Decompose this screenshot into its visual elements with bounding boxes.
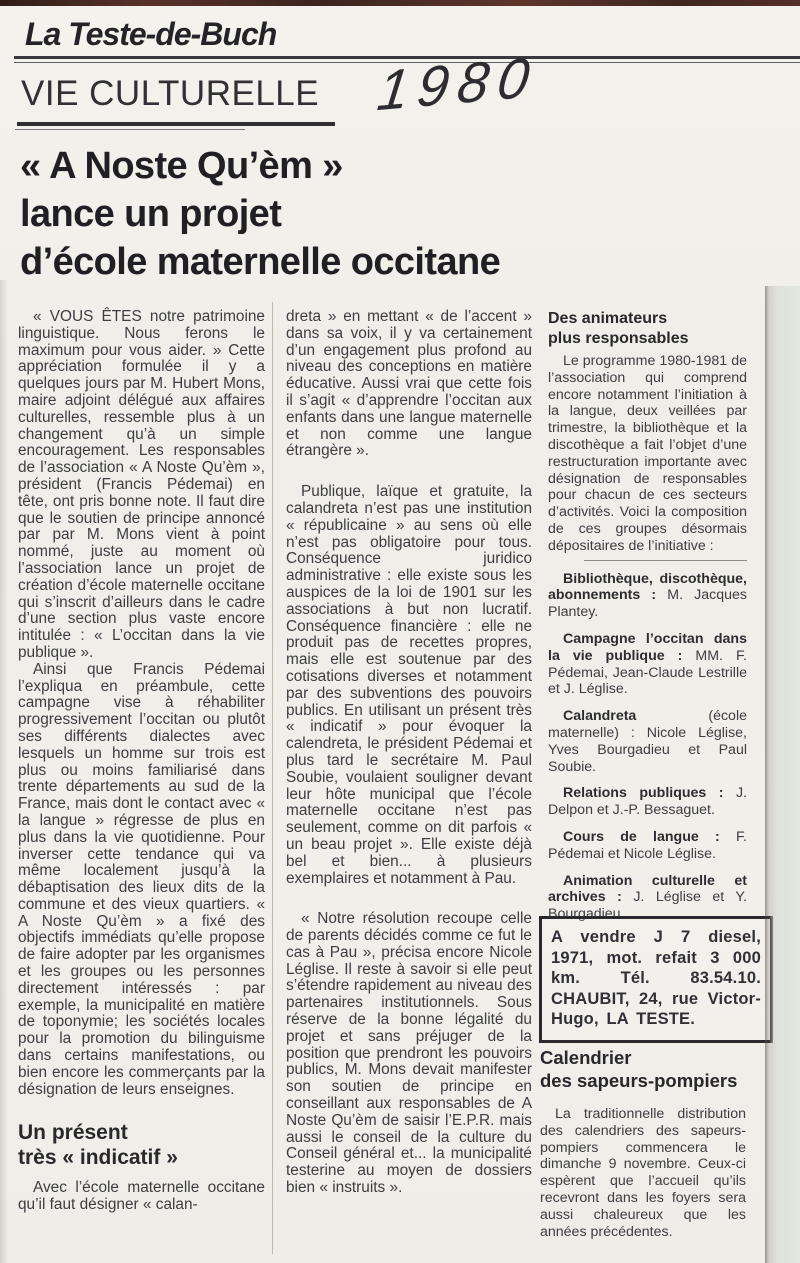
committee-members: MM. F. Pédemai, Jean-Claude Lestrille et J. Léglise. bbox=[548, 647, 747, 698]
subhead-des-animateurs bbox=[548, 309, 747, 349]
headline-line-2: lance un projet bbox=[20, 193, 282, 235]
committee-item-cours-de-langue bbox=[548, 829, 747, 863]
subhead-calendrier-line-2: des sapeurs-pompiers bbox=[540, 1070, 738, 1091]
subhead-des-animateurs-line-2: plus responsables bbox=[548, 330, 689, 347]
rubric-title: VIE CULTURELLE bbox=[21, 74, 320, 113]
subhead-un-present bbox=[18, 1120, 265, 1170]
committee-members: M. Jacques Plantey. bbox=[548, 587, 747, 621]
section-label: La Teste-de-Buch bbox=[25, 16, 277, 52]
article-column-1 bbox=[18, 309, 265, 1214]
scan-right-edge bbox=[765, 286, 800, 1263]
subhead-des-animateurs-line-1: Des animateurs bbox=[548, 310, 668, 327]
committee-item-bibliotheque bbox=[548, 571, 747, 621]
committee-lead: Campagne l’occitan dans la vie publique : bbox=[548, 630, 747, 664]
col2-paragraph-1: dreta » en mettant « de l’accent » dans sa voix, il y va certainement d’un engagement plus profond au niveau des conceptions en matière éducative. Aussi vrai que cette fois il s’agit « d’apprendre l’occitan aux enfants dans une langue maternelle et non comme une langue étrangère ». bbox=[286, 308, 532, 460]
handwritten-year-annotation: 1980 bbox=[374, 44, 542, 123]
headline-line-3: d’école maternelle occitane bbox=[20, 241, 501, 283]
col2-paragraph-2: Publique, laïque et gratuite, la calandreta n’est pas une institution « républicaine » au sens où elle n’est pas obligatoire pour tous. Conséquence juridico administrative : elle existe sous les auspices de la loi de 1901 sur les associations à but non lucratif. Conséquence financière : elle ne produit pas de recettes propres, mais elle est soutenue par des cotisations diverses et notamment par des subventions des pouvoirs publics. En utilisant un présent très « indicatif » pour évoquer la calendreta, le président Pédemai et plus tard le secrétaire M. Paul Soubie, voulaient souligner devant leur hôte municipal que l’école maternelle occitane n’est pas seulement, comme on dit parfois « un beau projet ». Elle existe déjà bel et bien... à plusieurs exemplaires et notamment à Pau. bbox=[286, 483, 532, 887]
column-separator-rule bbox=[272, 302, 273, 1254]
classified-ad-box bbox=[539, 916, 773, 1043]
committee-lead: Animation culturelle et archives : bbox=[548, 872, 747, 906]
col2-paragraph-3: « Notre résolution recoupe celle de parents décidés comme ce fut le cas à Pau », précisa encore Nicole Léglise. Il reste à savoir si elle peut s’étendre rapidement au niveau des partenaires institutionnels. Sous réserve de la bonne légalité du projet et sans préjuger de la position que prendront les pouvoirs publics, M. Mons devait manifester son soutien de principe en conseillant aux responsables de A Noste Qu’èm de saisir l’E.P.R. mais aussi le conseil de la culture du Conseil général et... la municipalité testerine au moyen de dossiers bien « instruits ». bbox=[286, 910, 532, 1197]
scan-top-edge bbox=[0, 0, 800, 6]
committee-lead: Bibliothèque, discothèque, abonnements : bbox=[548, 570, 747, 604]
headline-line-1: « A Noste Qu’èm » bbox=[20, 145, 343, 187]
col1-paragraph-1: « VOUS ÊTES notre patrimoine linguistique. Nous ferons le maximum pour vous aider. » Cette appréciation formulée il y a quelques jours par M. Hubert Mons, maire adjoint délégué aux affaires culturelles, ressemble plus à un changement qu’à un simple encouragement. Les responsables de l’association « A Noste Qu’èm », président (Francis Pédemai) en tête, ont pris bonne note. Il faut dire que le soutien de principe annoncé par par M. Mons vient à point nommé, juste au moment où l’association lance un projet de création d’école maternelle occitane qui s’inscrit d’ailleurs dans le cadre d’une section plus vaste encore intitulée : « L’occitan dans la vie publique ». bbox=[18, 308, 265, 661]
article-column-3 bbox=[548, 309, 747, 923]
calendar-paragraph: La traditionnelle distribution des calendriers des sapeurs-pompiers commencera le dimanche 9 novembre. Ceux-ci espèrent que l’accueil qu’ils recevront dans les foyers sera aussi chaleureux que les années précédentes. bbox=[540, 1106, 746, 1240]
committee-members: J. Léglise et Y. Bourgadieu. bbox=[548, 889, 748, 923]
committee-item-calandreta bbox=[548, 708, 747, 775]
committee-lead: Calandreta bbox=[563, 708, 637, 725]
rubric-underline-ghost bbox=[15, 129, 245, 130]
article-headline bbox=[20, 142, 500, 286]
committee-item-relations-publiques bbox=[548, 785, 747, 819]
subhead-calendrier bbox=[540, 1046, 746, 1092]
subhead-un-present-line-2: très « indicatif » bbox=[18, 1146, 178, 1170]
divider-rule bbox=[584, 560, 747, 561]
committee-lead: Relations publiques : bbox=[563, 785, 724, 802]
article-column-2 bbox=[286, 309, 532, 1197]
subhead-un-present-line-1: Un présent bbox=[18, 1121, 128, 1145]
col1-paragraph-2: Ainsi que Francis Pédemai l’expliqua en préambule, cette campagne vise à réhabiliter progressivement l’occitan ou plutôt ses différents dialectes avec lesquels un homme sur trois est plus ou moins familiarisé dans trente départements au sud de la France, mais dont le contact avec « la langue » régresse de plus en plus dans la vie quotidienne. Pour inverser cette tendance qui va même localement jusqu’à la débaptisation des lieux dits de la commune et des vieux quartiers. « A Noste Qu’èm » a fixé des objectifs immédiats qu’elle propose de faire adopter par les organismes et les groupes ou les personnes directement intéressés : par exemple, la municipalité en matière de toponymie; les sociétés locales pour la promotion du bilinguisme dans certains manifestations, ou bien encore les commerçants par la désignation de leurs enseignes. bbox=[18, 660, 265, 1098]
committee-members: (école maternelle) : Nicole Léglise, Yves Bourgadieu et Paul Soubie. bbox=[548, 708, 747, 775]
committee-lead: Cours de langue : bbox=[563, 828, 720, 845]
calendar-section bbox=[540, 1046, 746, 1240]
committee-members: F. Pédemai et Nicole Léglise. bbox=[548, 828, 747, 862]
committee-item-campagne bbox=[548, 631, 747, 698]
classified-ad-text: A vendre J 7 diesel, 1971, mot. refait 3 000 km. Tél. 83.54.10. CHAUBIT, 24, rue Victor-Hugo, LA TESTE. bbox=[551, 928, 761, 1028]
subhead-calendrier-line-1: Calendrier bbox=[540, 1047, 632, 1068]
col3-intro-paragraph: Le programme 1980-1981 de l’association qui comprend encore notamment l’initiation à la langue, deux veillées par trimestre, la bibliothèque et la discothèque a fait l’objet d’une restructuration importante avec désignation de responsables pour chacun de ces secteurs d’activités. Voici la composition de ces groupes désormais dépositaires de l’initiative : bbox=[548, 353, 747, 554]
committee-members: J. Delpon et J.-P. Bessaguet. bbox=[548, 785, 747, 819]
rubric-underline bbox=[17, 122, 335, 126]
scan-left-edge bbox=[0, 280, 8, 1263]
col1-paragraph-3: Avec l’école maternelle occitane qu’il faut désigner « calan- bbox=[18, 1179, 265, 1214]
